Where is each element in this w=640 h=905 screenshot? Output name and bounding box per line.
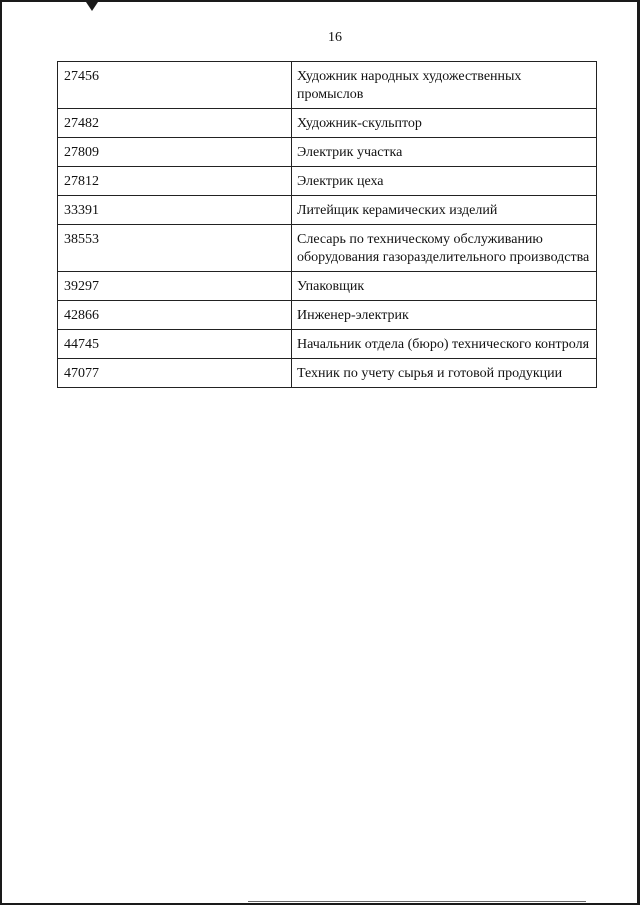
name-cell: Художник народных художественных промыслов xyxy=(292,62,597,109)
name-cell: Литейщик керамических изделий xyxy=(292,196,597,225)
name-cell: Слесарь по техническому обслуживанию оборудования газоразделительного производства xyxy=(292,225,597,272)
code-cell: 39297 xyxy=(58,272,292,301)
name-cell: Художник-скульптор xyxy=(292,109,597,138)
code-cell: 42866 xyxy=(58,301,292,330)
scan-mark-icon xyxy=(86,2,98,11)
page-number: 16 xyxy=(328,30,342,45)
table-row xyxy=(58,167,597,196)
code-cell: 44745 xyxy=(58,330,292,359)
table-row xyxy=(58,109,597,138)
code-cell: 27809 xyxy=(58,138,292,167)
name-cell: Электрик участка xyxy=(292,138,597,167)
name-cell: Инженер-электрик xyxy=(292,301,597,330)
code-cell: 38553 xyxy=(58,225,292,272)
table-row xyxy=(58,359,597,388)
name-cell: Упаковщик xyxy=(292,272,597,301)
table-row xyxy=(58,272,597,301)
code-cell: 27812 xyxy=(58,167,292,196)
table-row xyxy=(58,62,597,109)
table-row xyxy=(58,225,597,272)
profession-codes-table xyxy=(57,61,597,388)
code-cell: 33391 xyxy=(58,196,292,225)
bottom-rule xyxy=(248,901,586,902)
name-cell: Начальник отдела (бюро) технического контроля xyxy=(292,330,597,359)
table-row xyxy=(58,196,597,225)
code-cell: 27456 xyxy=(58,62,292,109)
code-cell: 27482 xyxy=(58,109,292,138)
scan-edge-left xyxy=(0,0,2,905)
table-row xyxy=(58,301,597,330)
table-row xyxy=(58,330,597,359)
name-cell: Техник по учету сырья и готовой продукции xyxy=(292,359,597,388)
code-cell: 47077 xyxy=(58,359,292,388)
name-cell: Электрик цеха xyxy=(292,167,597,196)
table-row xyxy=(58,138,597,167)
